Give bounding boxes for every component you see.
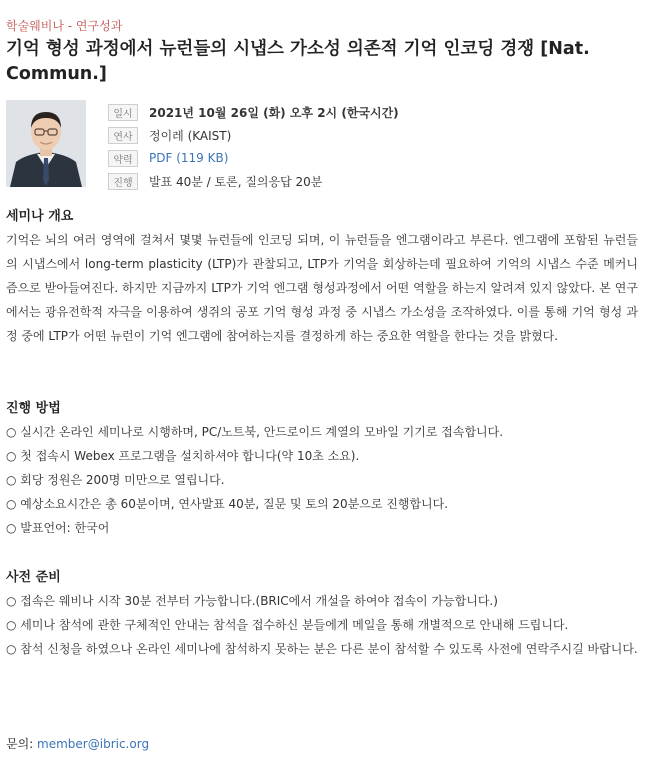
info-row-program [108,170,399,192]
bio-tag: 약력 [108,150,138,167]
prep-item: ○ 접속은 웨비나 시작 30분 전부터 가능합니다.(BRIC에서 개설을 하여야 접속이 가능합니다.) [6,594,498,608]
speaker-tag: 연사 [108,127,138,144]
program-tag: 진행 [108,173,138,190]
contact-label: 문의: [6,737,38,751]
program-value: 발표 40분 / 토론, 질의응답 20분 [149,174,323,189]
info-row-bio [108,147,399,169]
method-item: ○ 발표언어: 한국어 [6,521,110,535]
bio-pdf-link[interactable]: PDF (119 KB) [149,151,229,165]
info-row-speaker [108,124,399,146]
speaker-photo [6,100,86,187]
category-breadcrumb[interactable]: 학술웨비나 - 연구성과 [6,19,123,33]
overview-text: 기억은 뇌의 여러 영역에 걸쳐서 몇몇 뉴런들에 인코딩 되며, 이 뉴런들을 엔그램이라고 부른다. 엔그램에 포함된 뉴런들의 시냅스에서 long-term plasticity (LTP)가 관찰되고, LTP가 기억을 회상하는데 필요하여 기억의 시냅스 수준 메커니즘으로 받아들여진다. 하지만 지금까지 LTP가 기억 엔그램 형성과정에서 어떤 역할을 하는지 알려져 있지 않았다. 본 연구에서는 광유전학적 자극을 이용하여 생쥐의 공포 기억 형성 과정 중 시냅스 가소성을 조작하였다. 이를 통해 기억 형성 과정 중에 LTP가 어떤 뉴런이 기억 엔그램에 참여하는지를 결정하게 하는 중요한 역할을 한다는 것을 밝혔다. [6,233,638,343]
date-value: 2021년 10월 26일 (화) 오후 2시 (한국시간) [149,105,399,120]
contact-email-link[interactable]: member@ibric.org [37,737,150,751]
method-item: ○ 첫 접속시 Webex 프로그램을 설치하셔야 합니다(약 10초 소요). [6,449,360,463]
speaker-portrait-image [6,100,86,187]
method-item: ○ 실시간 온라인 세미나로 시행하며, PC/노트북, 안드로이드 계열의 모바일 기기로 접속합니다. [6,425,504,439]
method-item: ○ 예상소요시간은 총 60분이며, 연사발표 40분, 질문 및 토의 20분으로 진행합니다. [6,497,449,511]
prep-item: ○ 참석 신청을 하였으나 온라인 세미나에 참석하지 못하는 분은 다른 분이 참석할 수 있도록 사전에 연락주시길 바랍니다. [6,642,638,656]
page-title: 기억 형성 과정에서 뉴런들의 시냅스 가소성 의존적 기억 인코딩 경쟁 [Nat. Commun.] [6,39,590,84]
speaker-value: 정이레 (KAIST) [149,128,232,143]
overview-heading: 세미나 개요 [6,209,74,224]
date-tag: 일시 [108,104,138,121]
prep-item: ○ 세미나 참석에 관한 구체적인 안내는 참석을 접수하신 분들에게 메일을 통해 개별적으로 안내해 드립니다. [6,618,569,632]
info-row-date [108,101,399,123]
seminar-info [108,101,399,193]
method-list [6,420,638,540]
prep-heading: 사전 준비 [6,570,61,585]
method-item: ○ 회당 정원은 200명 미만으로 열립니다. [6,473,225,487]
contact-line [6,735,149,752]
prep-list [6,589,638,661]
method-heading: 진행 방법 [6,401,61,416]
